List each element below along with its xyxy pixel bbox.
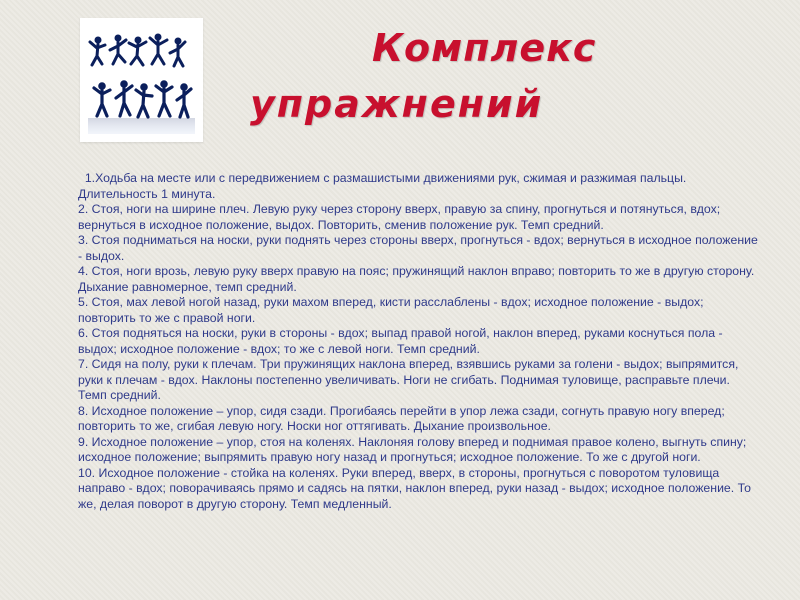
exercise-item-10: 10. Исходное положение - стойка на коленях. Руки вперед, вверх, в стороны, прогнуться с поворотом туловища направо - вдох; поворачиваясь прямо и садясь на пятки, наклон вперед, руки назад - выдох; исходное положение. То же, делая поворот в другую сторону. Темп медленный. — [78, 465, 751, 511]
title-line-1: Комплекс — [372, 26, 597, 70]
dancing-people-icon — [80, 18, 203, 142]
page-title — [250, 20, 700, 132]
logo-image — [80, 18, 203, 142]
exercise-item-7: 7. Сидя на полу, руки к плечам. Три пружинящих наклона вперед, взявшись руками за голени - выдох; выпрямится, руки к плечам - вдох. Наклоны постепенно увеличивать. Ноги не сгибать. Поднимая туловище, расправьте плечи. Темп средний. — [78, 357, 739, 402]
exercise-item-9: 9. Исходное положение – упор, стоя на коленях. Наклоняя голову вперед и поднимая правое колено, выгнуть спину; исходное положение; выпрямить правую ногу назад и прогнуться; исходное положение. То же с другой ноги. — [78, 434, 747, 464]
exercise-item-1: 1.Ходьба на месте или с передвижением с размашистыми движениями рук, сжимая и разжимая пальцы. Длительность 1 минута. — [78, 171, 690, 201]
exercise-item-3: 3. Стоя подниматься на носки, руки поднять через стороны вверх, прогнуться - вдох; вернуться в исходное положение - выдох. — [78, 233, 758, 263]
exercise-item-8: 8. Исходное положение – упор, сидя сзади. Прогибаясь перейти в упор лежа сзади, согнуть правую ногу вперед; повторить то же, сгибая левую ногу. Носки ног оттягивать. Дыхание произвольное. — [78, 403, 725, 433]
exercise-item-4: 4. Стоя, ноги врозь, левую руку вверх правую на пояс; пружинящий наклон вправо; повторить то же в другую сторону. Дыхание равномерное, темп средний. — [78, 264, 755, 294]
exercise-item-6: 6. Стоя подняться на носки, руки в стороны - вдох; выпад правой ногой, наклон вперед, руками коснуться пола - выдох; исходное положение - вдох; то же с левой ноги. Темп средний. — [78, 326, 723, 356]
exercise-item-5: 5. Стоя, мах левой ногой назад, руки махом вперед, кисти расслаблены - вдох; исходное положение - выдох; повторить то же с правой ноги. — [78, 295, 704, 325]
title-line-2: упражнений — [250, 82, 544, 126]
exercise-item-2: 2. Стоя, ноги на ширине плеч. Левую руку через сторону вверх, правую за спину, прогнуться и потянуться, вдох; вернуться в исходное положение, выдох. Повторить, сменив положение рук. Темп средний. — [78, 202, 721, 232]
exercise-list — [78, 171, 758, 512]
